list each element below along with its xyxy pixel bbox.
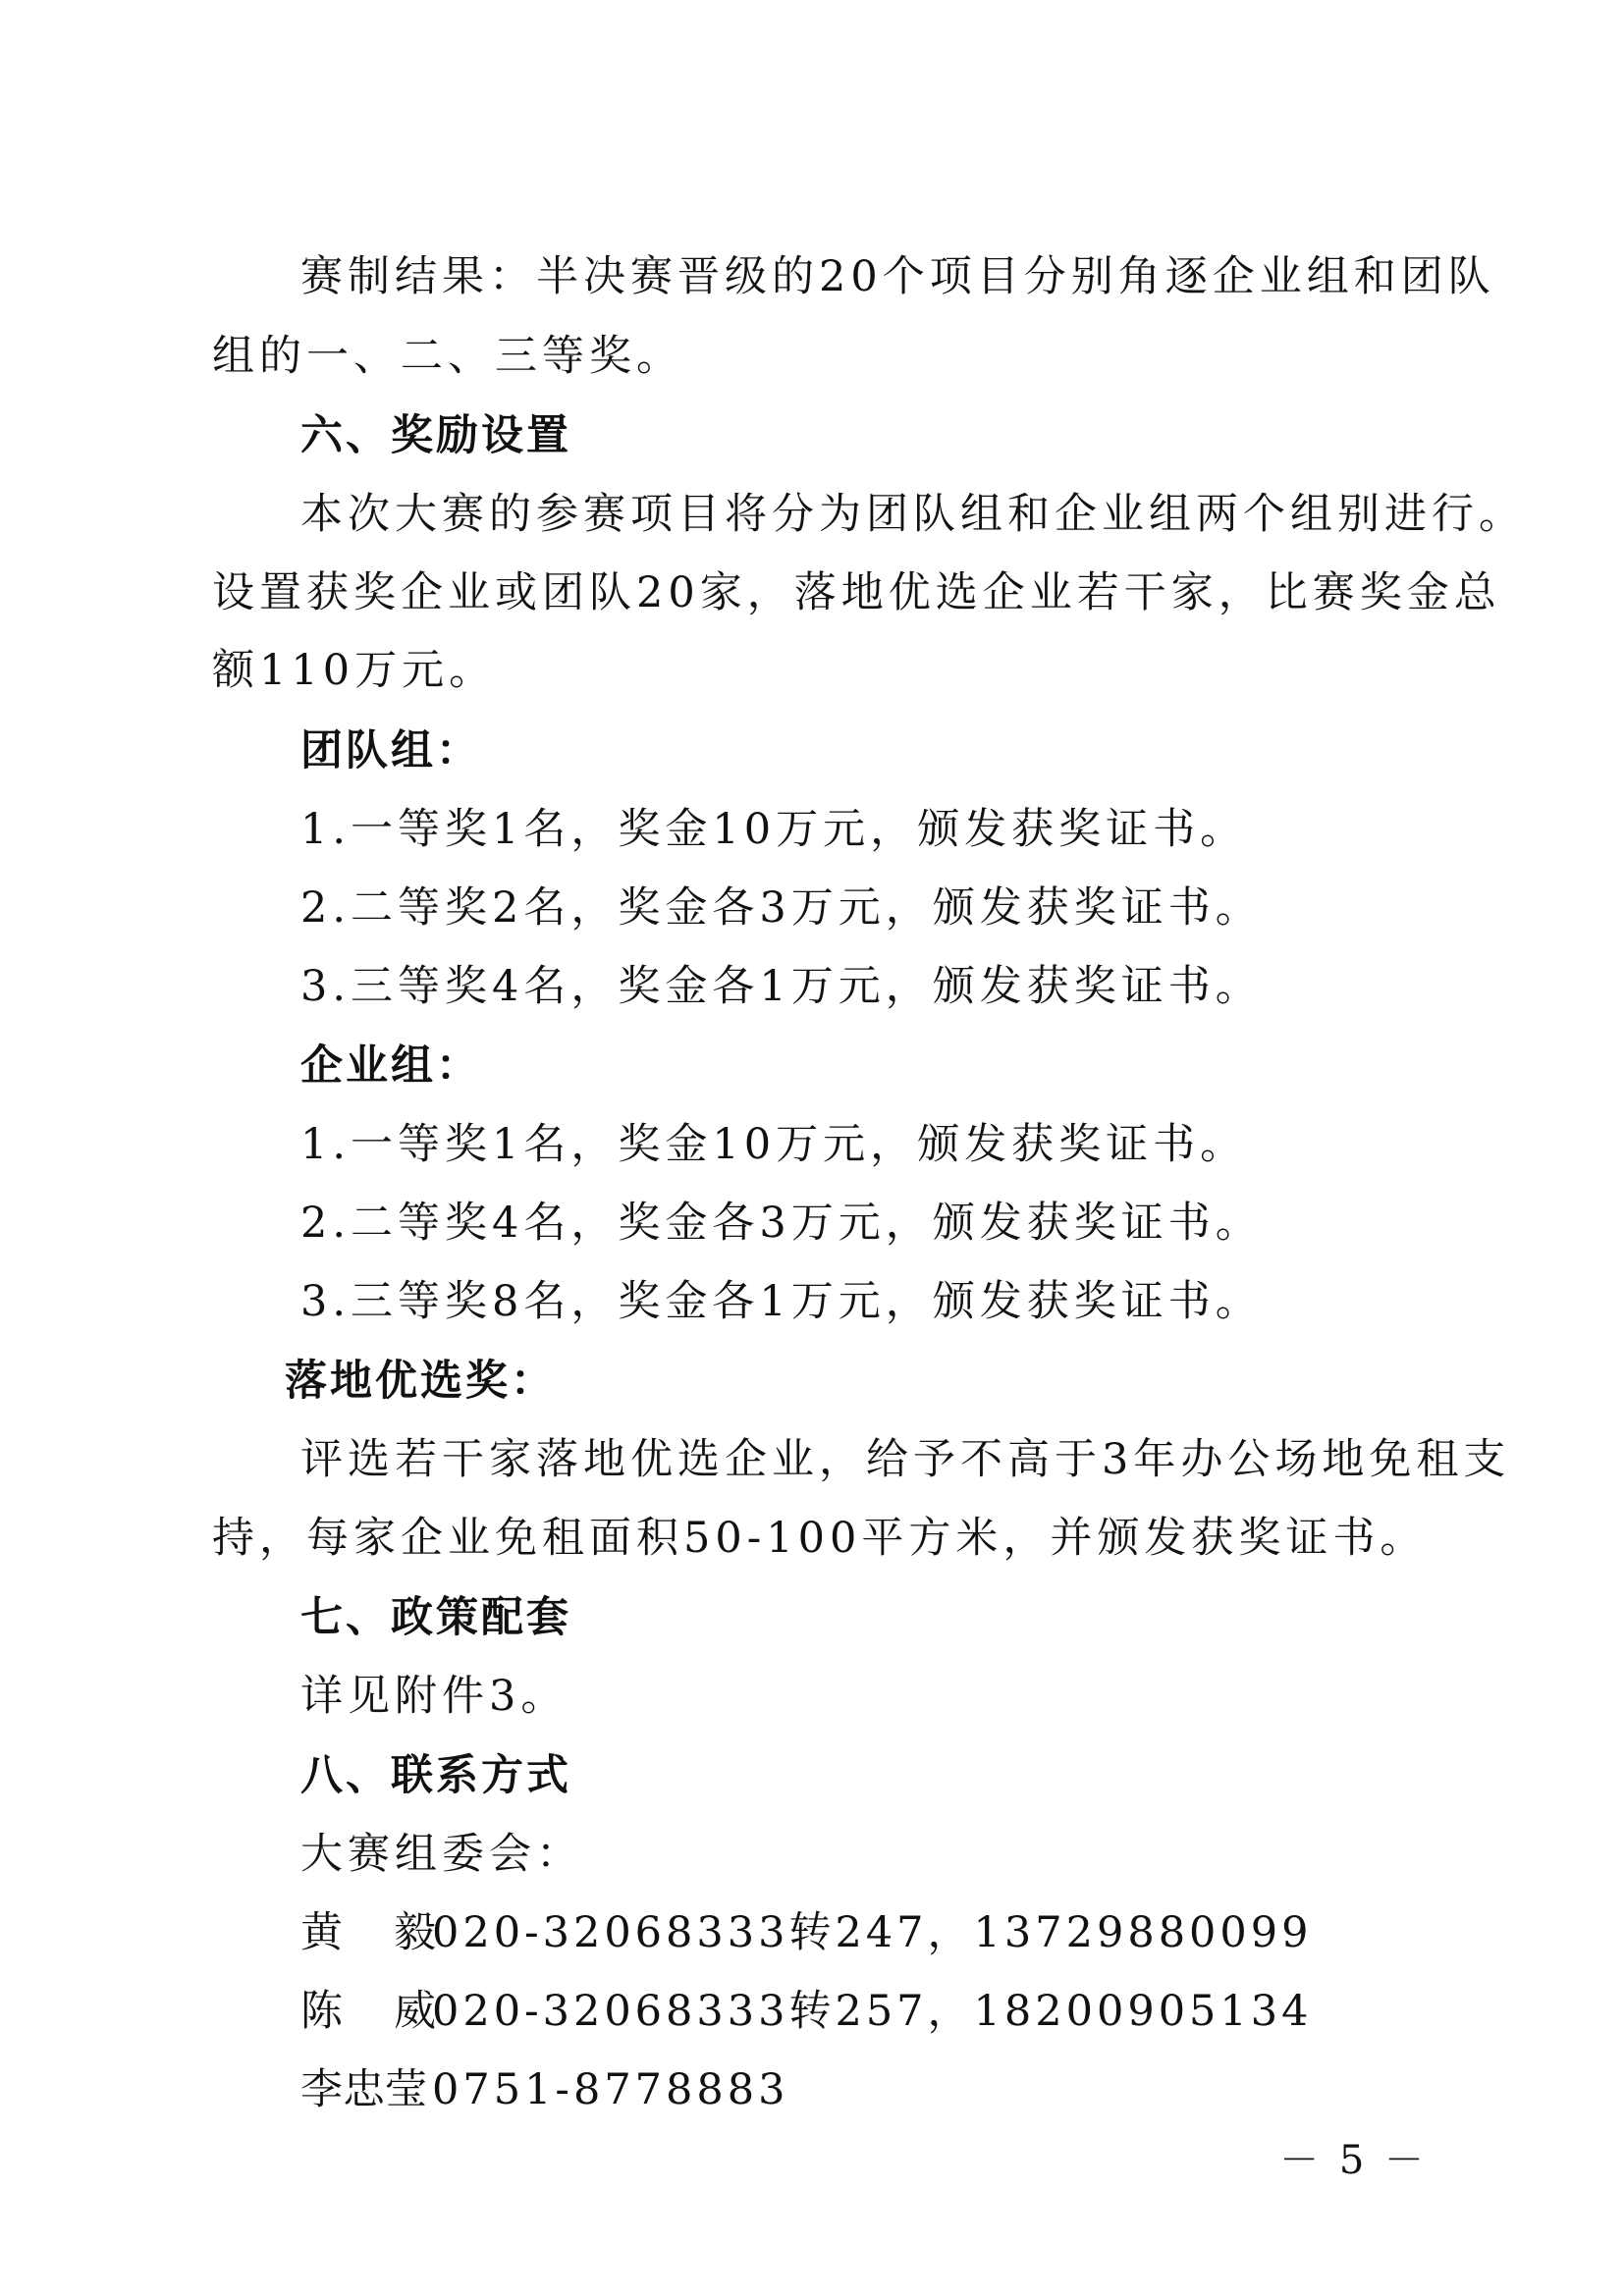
contact-name: 陈威	[300, 1987, 487, 2036]
contact-phone: 020-32068333转257，18200905134	[432, 1987, 1313, 2036]
page-number: － 5 －	[1279, 2138, 1428, 2183]
awards-intro-line-1: 本次大赛的参赛项目将分为团队组和企业组两个组别进行。	[300, 490, 1526, 539]
landing-award-line-1: 评选若干家落地优选企业，给予不高于3年办公场地免租支	[300, 1435, 1511, 1484]
contact-name: 黄毅	[300, 1908, 487, 1957]
contact-phone: 020-32068333转247，13729880099	[432, 1908, 1313, 1957]
result-line-1: 赛制结果：半决赛晋级的20个项目分别角逐企业组和团队	[300, 252, 1495, 301]
landing-award-line-2: 持，每家企业免租面积50-100平方米，并颁发获奖证书。	[212, 1514, 1428, 1563]
team-award-item: 3.三等奖4名，奖金各1万元，颁发获奖证书。	[300, 962, 1263, 1011]
policy-body: 详见附件3。	[300, 1672, 568, 1721]
result-line-2: 组的一、二、三等奖。	[212, 332, 683, 381]
team-award-item: 1.一等奖1名，奖金10万元，颁发获奖证书。	[300, 805, 1248, 854]
section-8-heading: 八、联系方式	[300, 1751, 571, 1800]
enterprise-award-item: 2.二等奖4名，奖金各3万元，颁发获奖证书。	[300, 1199, 1263, 1248]
section-6-heading: 六、奖励设置	[300, 411, 571, 460]
contact-row	[300, 1903, 1312, 1962]
enterprise-group-title: 企业组：	[300, 1041, 481, 1091]
team-award-item: 2.二等奖2名，奖金各3万元，颁发获奖证书。	[300, 883, 1263, 933]
contact-name: 李忠莹	[300, 2065, 427, 2114]
section-7-heading: 七、政策配套	[300, 1593, 571, 1642]
awards-intro-line-3: 额110万元。	[212, 646, 497, 695]
contact-row	[300, 1982, 1312, 2041]
committee-label: 大赛组委会：	[300, 1830, 583, 1879]
enterprise-award-item: 3.三等奖8名，奖金各1万元，颁发获奖证书。	[300, 1277, 1263, 1326]
contact-row	[300, 2060, 788, 2119]
contact-phone: 0751-8778883	[432, 2065, 789, 2114]
awards-intro-line-2: 设置获奖企业或团队20家，落地优选企业若干家，比赛奖金总	[212, 568, 1501, 617]
landing-award-title: 落地优选奖：	[285, 1357, 556, 1406]
enterprise-award-item: 1.一等奖1名，奖金10万元，颁发获奖证书。	[300, 1120, 1248, 1169]
team-group-title: 团队组：	[300, 726, 481, 775]
